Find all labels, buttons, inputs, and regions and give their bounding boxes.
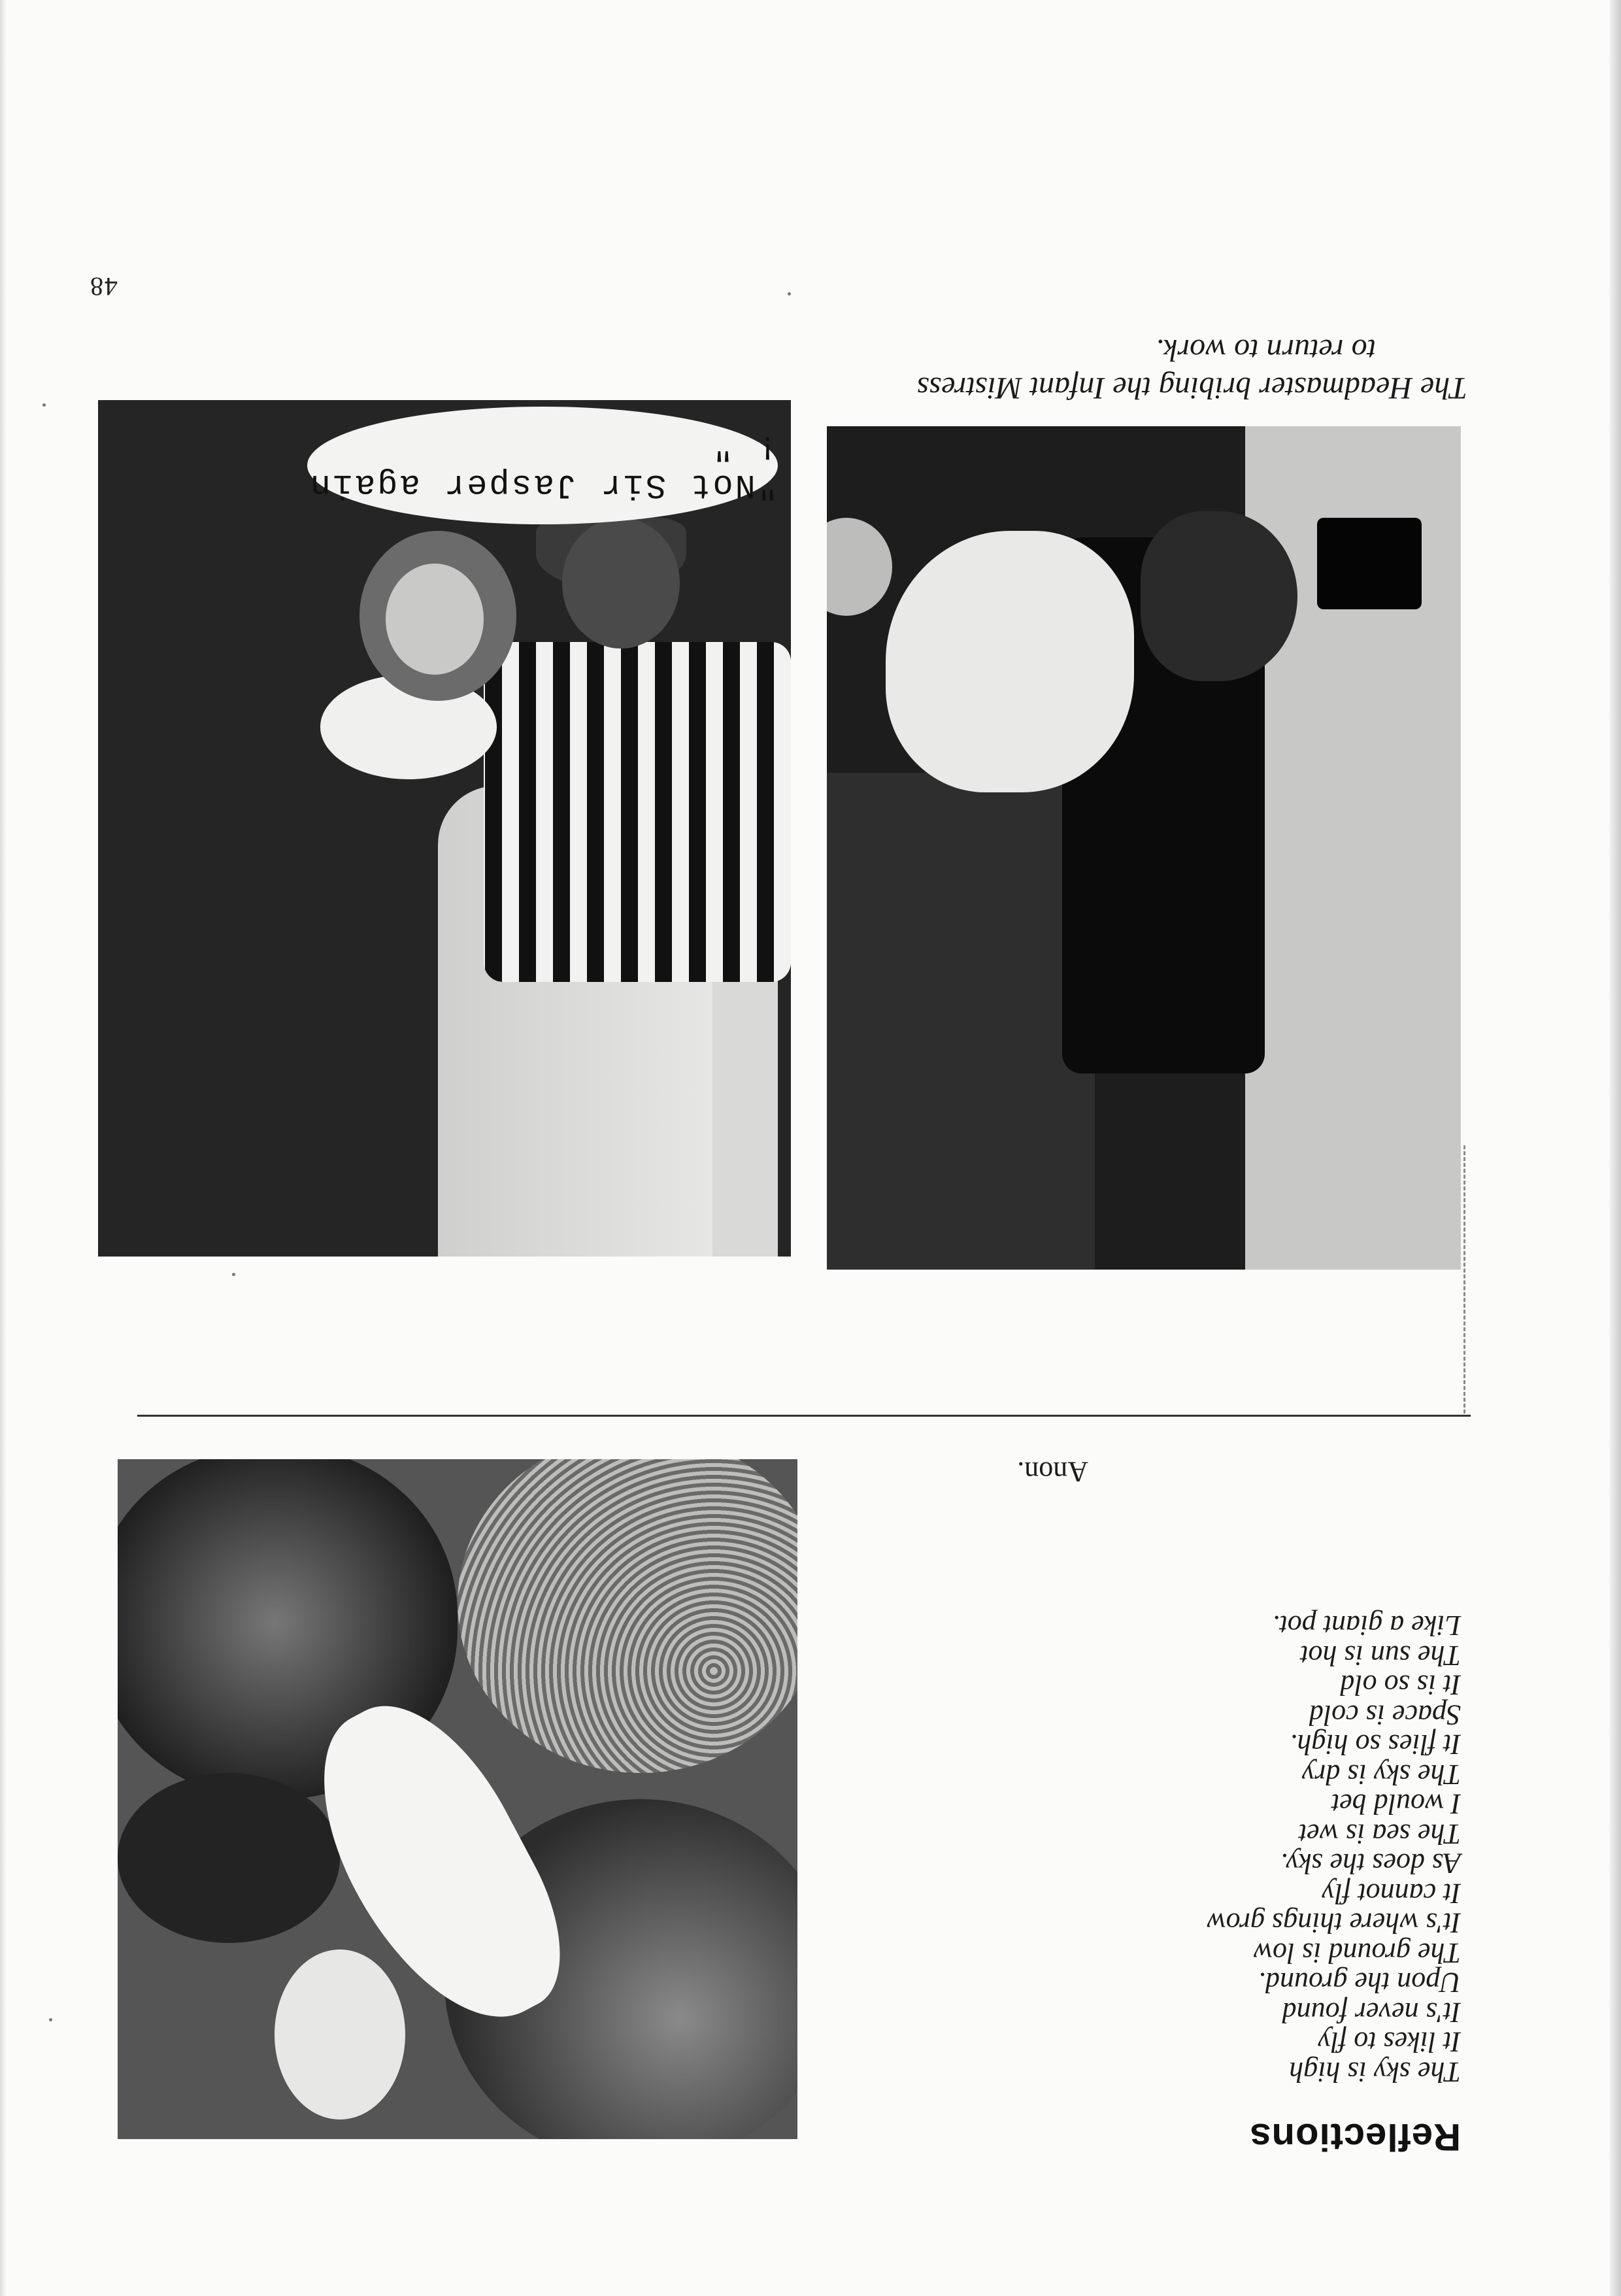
scan-speck <box>42 403 46 407</box>
photo-girl-face <box>386 564 484 675</box>
photo-top-hat <box>1317 518 1422 609</box>
scan-edge-shadow <box>1609 0 1621 2296</box>
scan-speck <box>49 2018 52 2021</box>
speech-bubble-text: "Not Sir Jasper again ! " <box>308 427 778 504</box>
poem-author: Anon. <box>1017 1456 1088 1488</box>
scan-speck <box>232 1273 235 1276</box>
headmaster-photo <box>827 426 1461 1270</box>
photo-gravel <box>458 1459 797 1773</box>
poem-line: It cannot fly <box>1322 1878 1461 1910</box>
poem-line: It likes to fly <box>1318 2026 1461 2059</box>
fold-line <box>1463 1145 1465 1413</box>
poem-title: Reflections <box>1249 2116 1461 2158</box>
coastline-photo <box>118 1459 797 2139</box>
poem-block <box>846 1433 1461 2159</box>
speech-bubble <box>307 407 778 524</box>
poem-line: It flies so high. <box>1290 1729 1461 1761</box>
poem-line: The sun is hot <box>1300 1640 1461 1672</box>
poem-line: The ground is low <box>1253 1937 1461 1969</box>
photo-infant-mistress-figure <box>886 531 1134 792</box>
poem-lines <box>964 1611 1461 2087</box>
sir-jasper-photo <box>98 400 791 1257</box>
headmaster-caption-line-2: to return to work. <box>1156 333 1376 367</box>
page-number: 48 <box>89 272 118 301</box>
photo-striped-jacket <box>484 642 791 982</box>
poem-line: The sky is dry <box>1301 1759 1461 1791</box>
poem-line: It's where things grow <box>1207 1907 1461 1940</box>
poem-line: Space is cold <box>1309 1699 1461 1731</box>
photo-mistress-head <box>827 518 892 616</box>
scan-speck <box>788 292 791 295</box>
headmaster-caption-line-1: The Headmaster bribing the Infant Mistress <box>916 371 1467 405</box>
photo-headmaster-figure <box>1141 511 1297 681</box>
poem-line: The sky is high <box>1289 2056 1461 2088</box>
poem-line: It is so old <box>1340 1669 1461 1702</box>
poem-line: Like a giant pot. <box>1272 1610 1461 1642</box>
poem-line: I would bet <box>1331 1788 1461 1821</box>
scan-edge-shadow-right <box>0 0 7 2296</box>
poem-line: The sea is wet <box>1298 1818 1461 1850</box>
headmaster-caption <box>814 331 1467 407</box>
photo-shadow <box>118 1773 340 1943</box>
poem-line: As does the sky. <box>1280 1848 1461 1880</box>
photo-floor <box>827 773 1095 1270</box>
poem-line: Upon the ground. <box>1258 1967 1461 1999</box>
photo-water <box>275 1950 405 2119</box>
section-divider <box>137 1415 1471 1417</box>
photo-man-head <box>562 518 680 649</box>
poem-line: It's never found <box>1282 1997 1461 2029</box>
